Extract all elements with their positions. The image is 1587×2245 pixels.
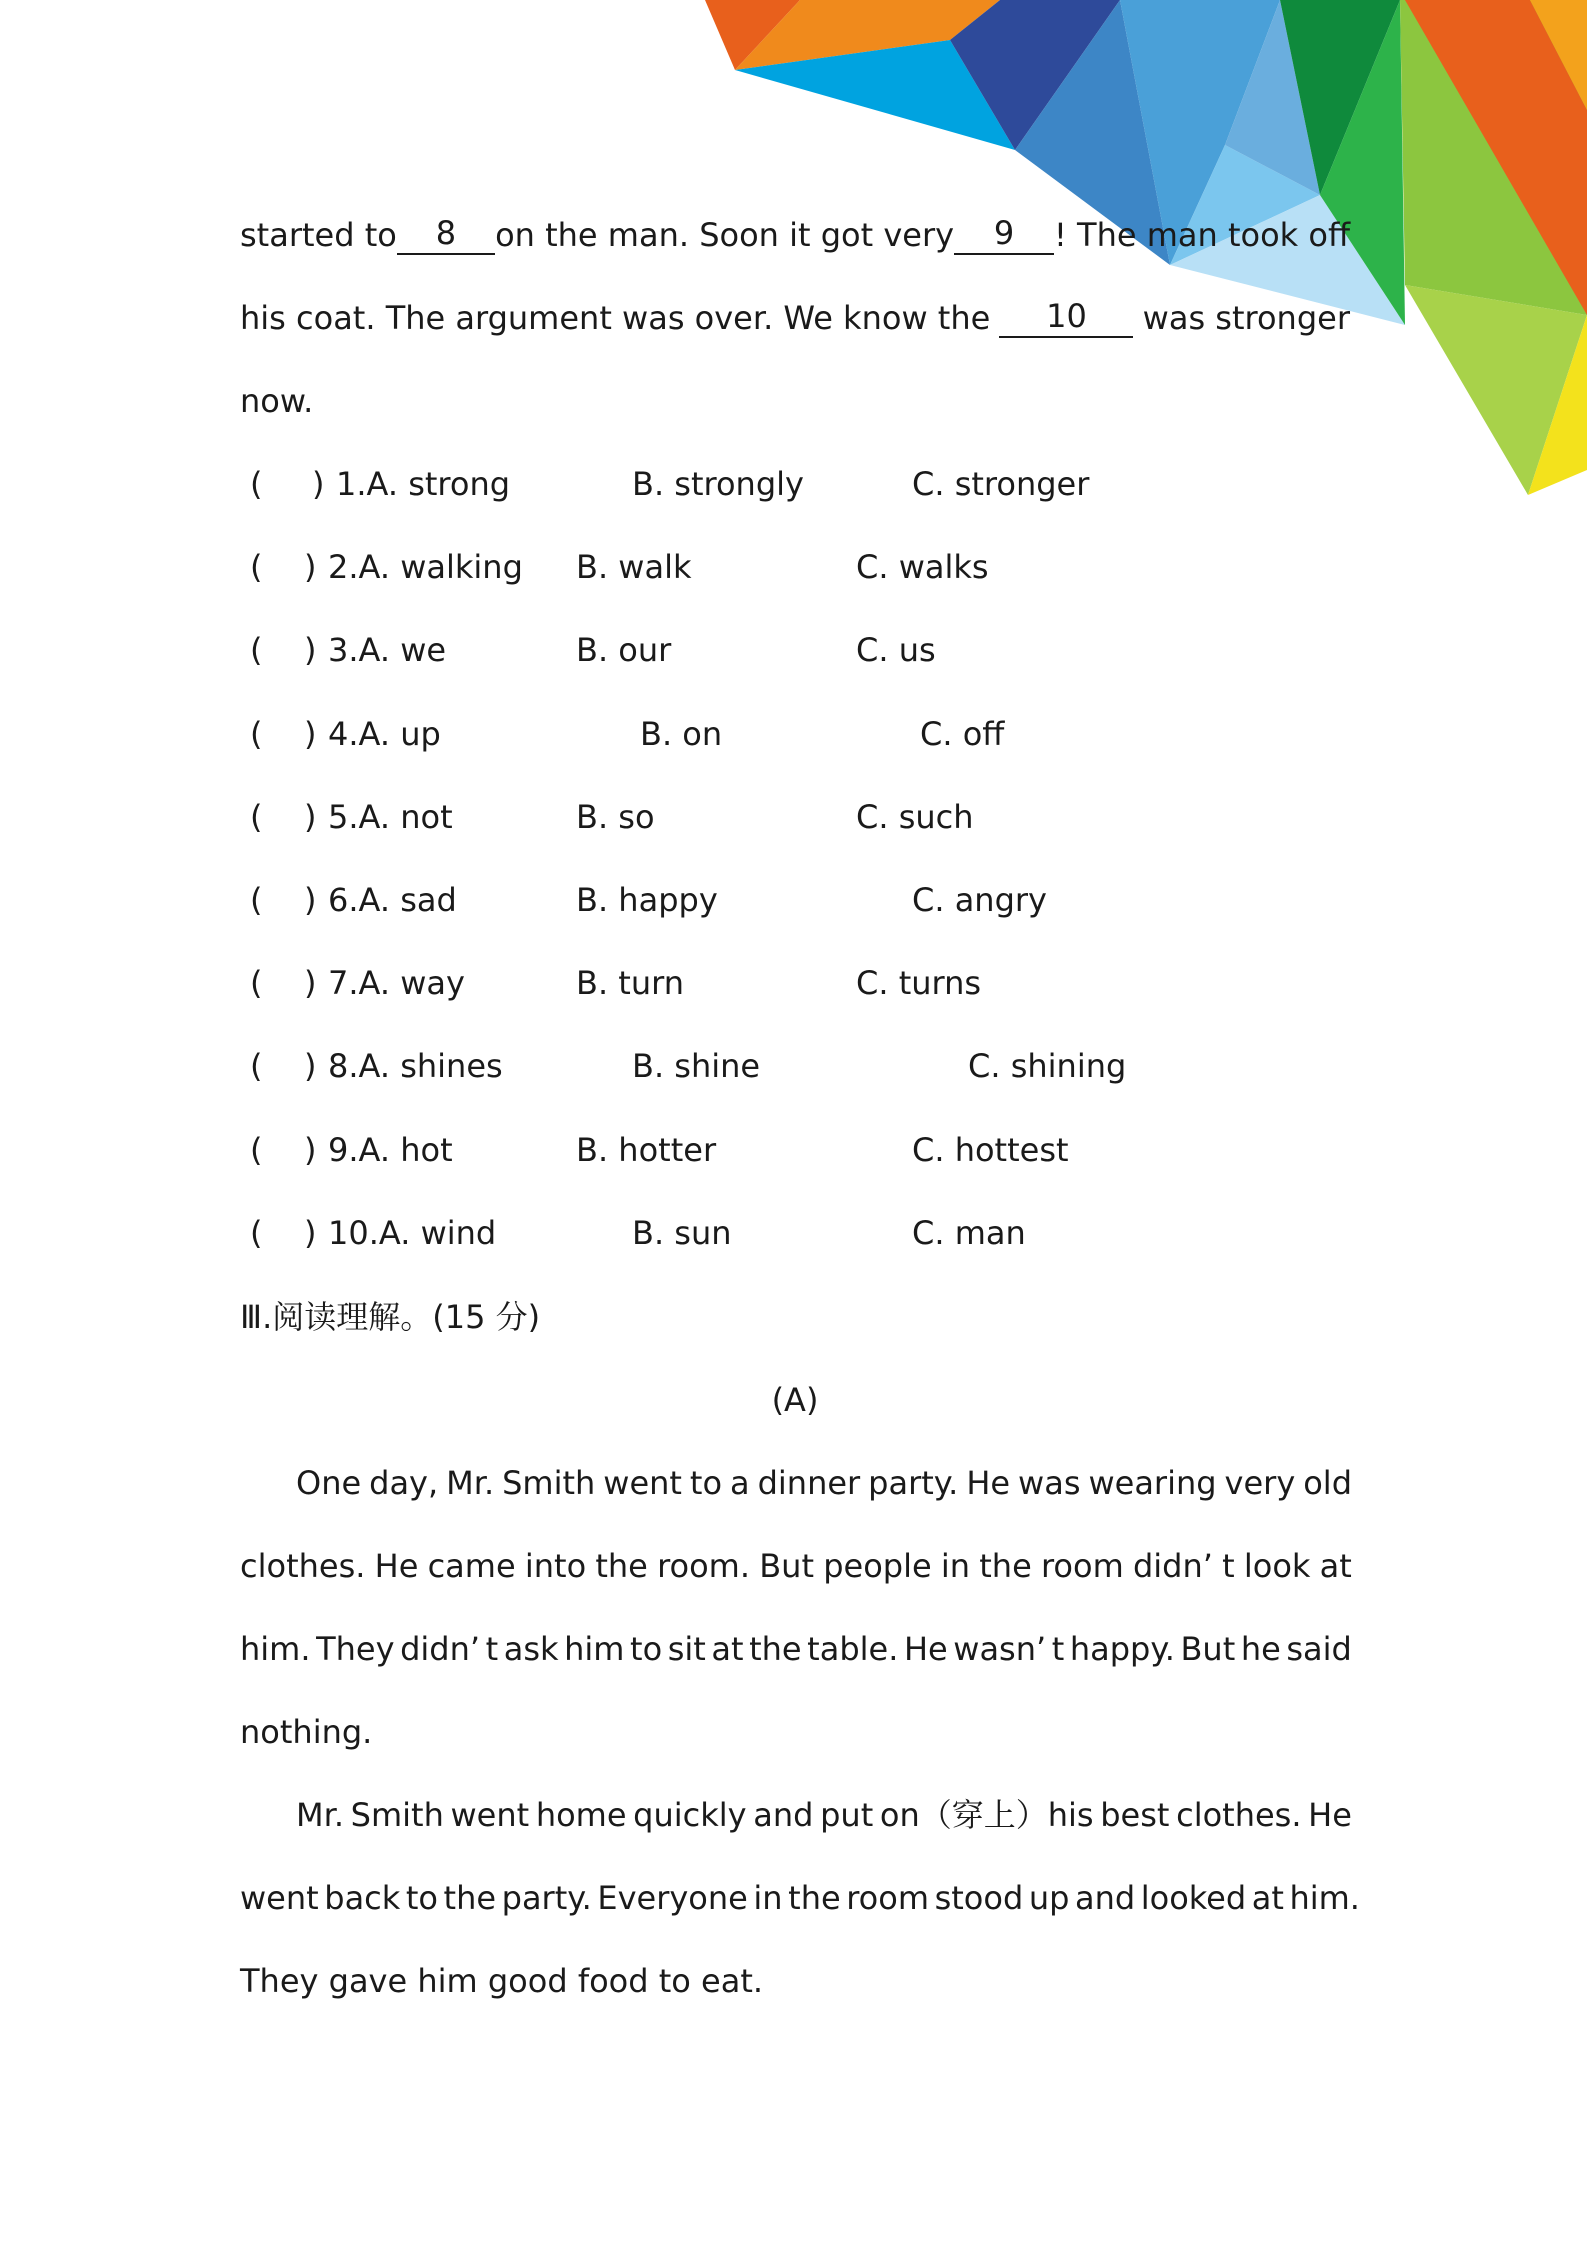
option-b: B. happy <box>576 881 718 919</box>
word: clothes. <box>240 1547 366 1585</box>
passage-text: was stronger <box>1142 299 1350 337</box>
option-b: B. sun <box>632 1213 732 1252</box>
option-c: C. such <box>856 797 974 836</box>
word: party. <box>501 1879 592 1917</box>
word: in <box>753 1879 783 1917</box>
answer-paren-close: ) <box>304 797 317 836</box>
word: into <box>524 1547 587 1585</box>
answer-paren-close: ) <box>304 881 317 919</box>
word: went <box>603 1464 682 1502</box>
option-b: B. turn <box>576 964 684 1003</box>
word: table. <box>807 1630 899 1668</box>
passage-line-1 <box>240 215 1350 255</box>
word: was <box>1018 1464 1081 1502</box>
word: put <box>820 1796 874 1834</box>
word: didn’ <box>1132 1547 1213 1585</box>
word: him <box>564 1630 625 1668</box>
word: sit <box>667 1630 706 1668</box>
answer-paren-open[interactable]: ( <box>250 1047 263 1086</box>
word: day, <box>369 1464 439 1502</box>
word: on（穿上）his <box>879 1796 1094 1834</box>
paragraph-line <box>240 1629 1352 1669</box>
word: the <box>788 1879 841 1917</box>
word: him. <box>1289 1879 1360 1917</box>
answer-paren-open[interactable]: ( <box>250 631 263 670</box>
word: at <box>1251 1879 1284 1917</box>
option-c: C. walks <box>856 548 989 587</box>
answer-paren-close: ) <box>304 1047 317 1086</box>
word: wasn’ <box>953 1630 1047 1668</box>
word: to <box>630 1630 663 1668</box>
option-c: C. off <box>920 714 1005 753</box>
word: Smith <box>502 1464 596 1502</box>
reading-label: (A) <box>771 1381 819 1419</box>
option-b: B. strongly <box>632 465 804 503</box>
word: Everyone <box>597 1879 748 1917</box>
word: very <box>1224 1464 1296 1502</box>
option-a: 1.A. strong <box>336 465 511 503</box>
word: and <box>753 1796 814 1834</box>
option-a: 10.A. wind <box>328 1213 497 1252</box>
answer-paren-close: ) <box>312 465 325 503</box>
passage-text: his coat. The argument was over. We know the <box>240 299 991 337</box>
word: best <box>1100 1796 1170 1834</box>
answer-paren-close: ) <box>304 714 317 753</box>
option-c: C. angry <box>912 881 1047 919</box>
word: But <box>759 1547 814 1585</box>
option-c: C. us <box>856 631 936 670</box>
answer-paren-open[interactable]: ( <box>250 714 263 753</box>
word: t <box>485 1630 499 1668</box>
section-title: Ⅲ.阅读理解。(15 分) <box>240 1298 541 1336</box>
answer-paren-close: ) <box>304 1213 317 1252</box>
word: him. <box>240 1630 311 1668</box>
word: went <box>450 1796 530 1834</box>
option-a: 9.A. hot <box>328 1130 453 1169</box>
option-b: B. hotter <box>576 1130 717 1169</box>
word: clothes. <box>1176 1796 1302 1834</box>
word: came <box>427 1547 516 1585</box>
word: and <box>1074 1879 1136 1917</box>
word: But <box>1180 1630 1236 1668</box>
answer-paren-close: ) <box>304 548 317 587</box>
blank-8[interactable]: 8 <box>397 215 495 255</box>
answer-paren-close: ) <box>304 1130 317 1169</box>
answer-paren-open[interactable]: ( <box>250 465 263 503</box>
passage-line-3: now. <box>240 382 314 420</box>
paragraph-line <box>240 1878 1360 1918</box>
answer-paren-open[interactable]: ( <box>250 964 263 1003</box>
option-c: C. hottest <box>912 1130 1069 1169</box>
word: ask <box>503 1630 559 1668</box>
passage-text: started to <box>240 216 397 254</box>
answer-paren-open[interactable]: ( <box>250 548 263 587</box>
option-a: 3.A. we <box>328 631 447 670</box>
word: old <box>1303 1464 1352 1502</box>
word: t <box>1051 1630 1065 1668</box>
paragraph-line: nothing. <box>240 1713 373 1751</box>
word: party. <box>868 1464 959 1502</box>
word: looked <box>1140 1879 1247 1917</box>
option-a: 4.A. up <box>328 714 441 753</box>
paragraph-line: They gave him good food to eat. <box>240 1962 764 2000</box>
word: to <box>405 1879 438 1917</box>
option-a: 2.A. walking <box>328 548 523 587</box>
passage-text: ! The man took off <box>1054 216 1350 254</box>
word: said <box>1286 1630 1352 1668</box>
word: He <box>1308 1796 1352 1834</box>
word: room. <box>657 1547 751 1585</box>
word: at <box>711 1630 744 1668</box>
answer-paren-close: ) <box>304 964 317 1003</box>
word: the <box>443 1879 497 1917</box>
word: the <box>749 1630 802 1668</box>
blank-10[interactable]: 10 <box>999 298 1133 338</box>
word: to <box>689 1464 723 1502</box>
word: He <box>966 1464 1011 1502</box>
word: room <box>846 1879 929 1917</box>
paragraph-line <box>296 1795 1352 1835</box>
passage-line-2 <box>240 298 1350 338</box>
word: didn’ <box>400 1630 481 1668</box>
answer-paren-open[interactable]: ( <box>250 797 263 836</box>
word: Smith <box>350 1796 444 1834</box>
word: the <box>979 1547 1032 1585</box>
answer-paren-close: ) <box>304 631 317 670</box>
option-c: C. shining <box>968 1047 1127 1086</box>
word: quickly <box>633 1796 747 1834</box>
passage-text: on the man. Soon it got very <box>495 216 955 254</box>
word: wearing <box>1088 1464 1217 1502</box>
word: He <box>903 1630 948 1668</box>
word: in <box>940 1547 971 1585</box>
option-b: B. so <box>576 797 655 836</box>
word: Mr. <box>296 1796 344 1834</box>
word: One <box>296 1464 362 1502</box>
word: t <box>1222 1547 1235 1585</box>
word: Mr. <box>446 1464 495 1502</box>
word: They <box>316 1630 395 1668</box>
blank-9[interactable]: 9 <box>954 215 1054 255</box>
option-a: 8.A. shines <box>328 1047 503 1086</box>
word: happy. <box>1069 1630 1175 1668</box>
word: he <box>1240 1630 1281 1668</box>
word: up <box>1028 1879 1070 1917</box>
answer-paren-open[interactable]: ( <box>250 1213 263 1252</box>
option-c: C. man <box>912 1213 1026 1252</box>
word: home <box>535 1796 627 1834</box>
word: people <box>823 1547 932 1585</box>
option-b: B. shine <box>632 1047 761 1086</box>
paragraph-line <box>240 1546 1352 1586</box>
word: went <box>240 1879 319 1917</box>
word: room <box>1040 1547 1124 1585</box>
word: stood <box>934 1879 1024 1917</box>
word: a <box>730 1464 750 1502</box>
word: look <box>1243 1547 1311 1585</box>
word: He <box>374 1547 419 1585</box>
paragraph-line <box>296 1463 1352 1503</box>
option-b: B. our <box>576 631 672 670</box>
answer-paren-open[interactable]: ( <box>250 881 263 919</box>
option-c: C. stronger <box>912 465 1090 503</box>
word: the <box>595 1547 648 1585</box>
answer-paren-open[interactable]: ( <box>250 1130 263 1169</box>
option-a: 5.A. not <box>328 797 453 836</box>
option-a: 7.A. way <box>328 964 465 1003</box>
option-b: B. walk <box>576 548 692 587</box>
option-c: C. turns <box>856 964 982 1003</box>
option-b: B. on <box>640 714 723 753</box>
word: back <box>324 1879 401 1917</box>
word: dinner <box>757 1464 861 1502</box>
option-a: 6.A. sad <box>328 881 457 919</box>
word: at <box>1319 1547 1352 1585</box>
